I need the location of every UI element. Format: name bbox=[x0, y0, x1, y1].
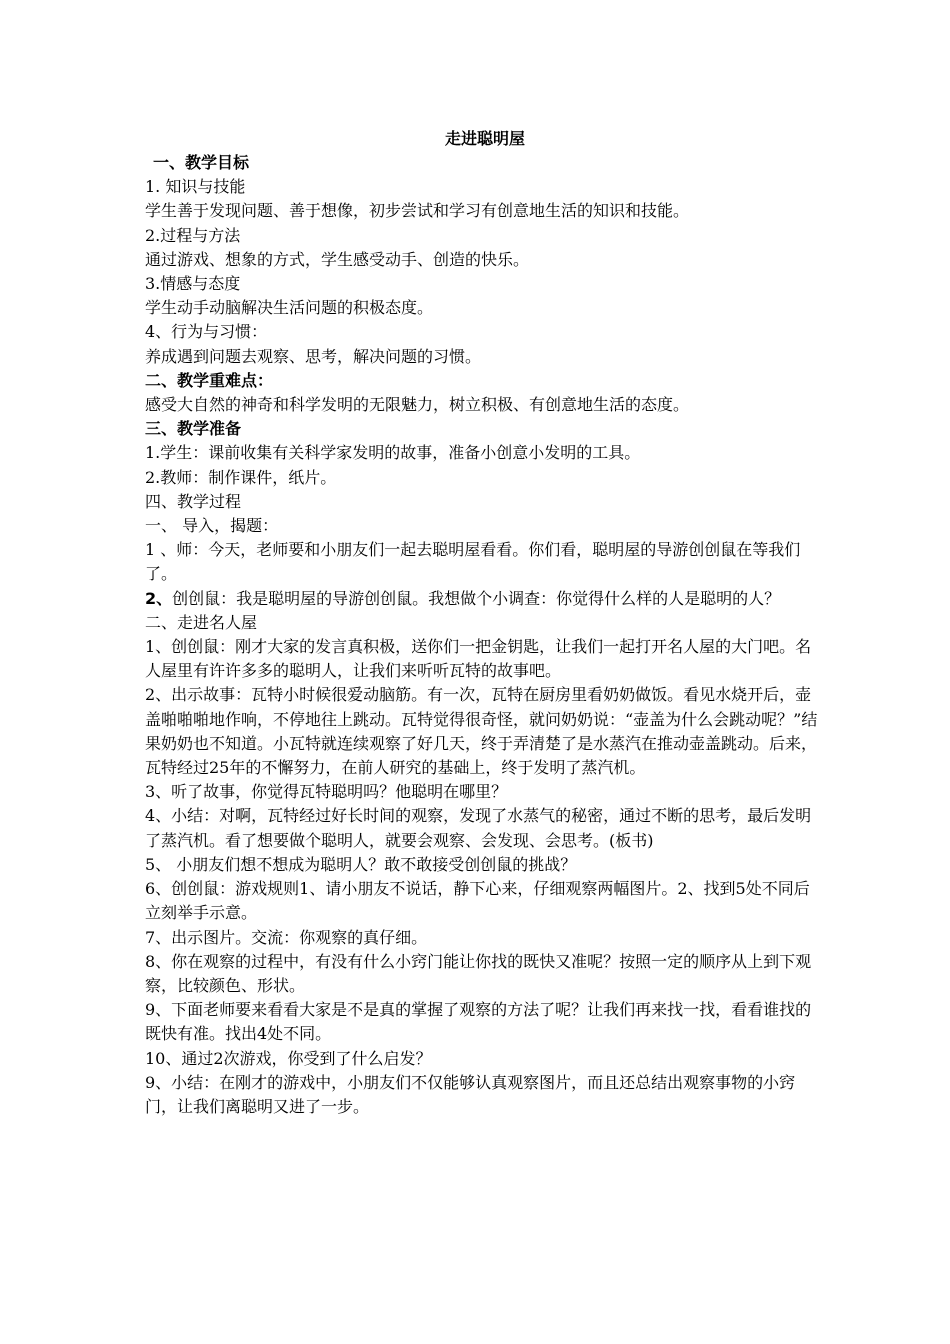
section-heading: 二、教学重难点： bbox=[145, 370, 274, 390]
paragraph: 学生动手动脑解决生活问题的积极态度。 bbox=[145, 298, 434, 318]
paragraph: 感受大自然的神奇和科学发明的无限魅力，树立积极、有创意地生活的态度。 bbox=[145, 395, 690, 415]
paragraph: 1. 知识与技能 bbox=[145, 177, 246, 197]
paragraph: 7、出示图片。交流：你观察的真仔细。 bbox=[145, 927, 428, 947]
section-heading: 一、教学目标 bbox=[153, 153, 250, 172]
paragraph: 9、小结：在刚才的游戏中，小朋友们不仅能够认真观察图片，而且还总结出观察事物的小窍门，让我们离聪明又进了一步。 bbox=[145, 1072, 796, 1116]
paragraph: 1.学生：课前收集有关科学家发明的故事，准备小创意小发明的工具。 bbox=[145, 443, 641, 463]
paragraph: 1、创创鼠：刚才大家的发言真积极，送你们一把金钥匙，让我们一起打开名人屋的大门吧。名人屋里有许许多多的聪明人，让我们来听听瓦特的故事吧。 bbox=[145, 637, 812, 681]
paragraph: 学生善于发现问题、善于想像，初步尝试和学习有创意地生活的知识和技能。 bbox=[145, 201, 690, 221]
paragraph: 3、听了故事，你觉得瓦特聪明吗？他聪明在哪里？ bbox=[145, 782, 508, 802]
paragraph: 2.过程与方法 bbox=[145, 225, 241, 245]
paragraph: 9、下面老师要来看看大家是不是真的掌握了观察的方法了呢？让我们再来找一找，看看谁找的既快有准。找出4处不同。 bbox=[145, 1000, 812, 1044]
paragraph: 通过游戏、想象的方式，学生感受动手、创造的快乐。 bbox=[145, 249, 530, 269]
paragraph: 4、行为与习惯： bbox=[145, 322, 268, 342]
paragraph: 1 、师：今天，老师要和小朋友们一起去聪明屋看看。你们看，聪明屋的导游创创鼠在等我们了。 bbox=[145, 540, 801, 584]
paragraph: 4、小结：对啊，瓦特经过好长时间的观察，发现了水蒸气的秘密，通过不断的思考，最后发明了蒸汽机。看了想要做个聪明人，就要会观察、会发现、会思考。(板书) bbox=[145, 806, 812, 850]
paragraph: 8、你在观察的过程中，有没有什么小窍门能让你找的既快又准呢？按照一定的顺序从上到下观察，比较颜色、形状。 bbox=[145, 951, 812, 995]
paragraph: 2.教师：制作课件，纸片。 bbox=[145, 467, 337, 487]
paragraph: 2、出示故事：瓦特小时候很爱动脑筋。有一次，瓦特在厨房里看奶奶做饭。看见水烧开后，壶盖啪啪啪地作响，不停地往上跳动。瓦特觉得很奇怪，就问奶奶说：“壶盖为什么会跳动呢？”结果奶奶也不知道。小瓦特就连续观察了好几天，终于弄清楚了是水蒸汽在推动壶盖跳动。后来，瓦特经过25年的不懈努力，在前人研究的基础上，终于发明了蒸汽机。 bbox=[145, 685, 818, 778]
paragraph: 10、通过2次游戏，你受到了什么启发？ bbox=[145, 1048, 432, 1068]
paragraph-text: 创创鼠：我是聪明屋的导游创创鼠。我想做个小调查：你觉得什么样的人是聪明的人？ bbox=[172, 588, 781, 608]
document-page bbox=[145, 125, 825, 1119]
paragraph: 6、创创鼠：游戏规则1、请小朋友不说话，静下心来，仔细观察两幅图片。2、找到5处不同后立刻举手示意。 bbox=[145, 879, 810, 923]
document-body bbox=[145, 151, 825, 1119]
paragraph: 养成遇到问题去观察、思考，解决问题的习惯。 bbox=[145, 346, 482, 366]
paragraph bbox=[145, 587, 825, 611]
paragraph: 一、 导入，揭题： bbox=[145, 516, 279, 536]
paragraph-number: 2、 bbox=[145, 588, 173, 608]
paragraph: 四、教学过程 bbox=[145, 491, 242, 511]
document-title: 走进聪明屋 bbox=[444, 129, 525, 148]
section-heading: 三、教学准备 bbox=[145, 419, 242, 439]
paragraph: 5、 小朋友们想不想成为聪明人？敢不敢接受创创鼠的挑战？ bbox=[145, 854, 577, 874]
paragraph: 3.情感与态度 bbox=[145, 274, 241, 294]
paragraph: 二、走进名人屋 bbox=[145, 612, 258, 632]
